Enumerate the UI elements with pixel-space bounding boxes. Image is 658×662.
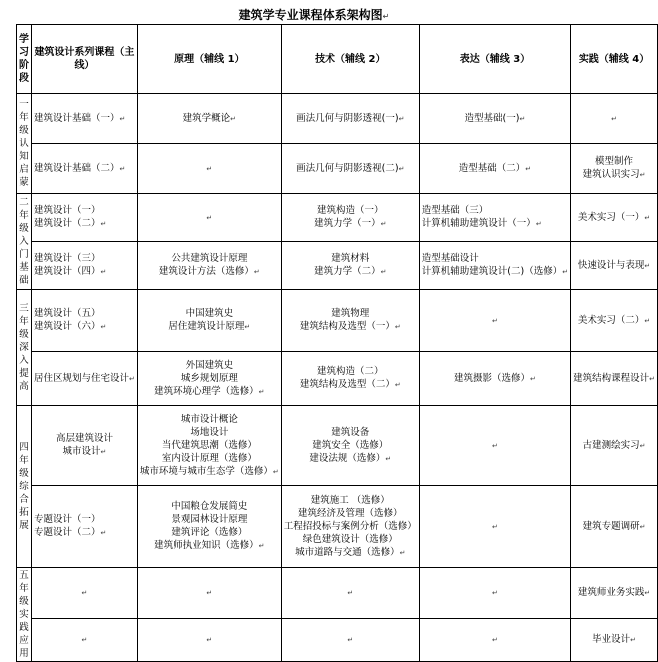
cell-principle	[137, 144, 281, 194]
paragraph-mark: ↵	[649, 374, 655, 383]
header-expr: 表达（辅线 3）	[419, 25, 570, 94]
cell-principle	[137, 406, 281, 486]
cell-design	[32, 352, 138, 406]
paragraph-mark: ↵	[206, 213, 213, 222]
cell-expr	[419, 352, 570, 406]
paragraph-mark: ↵	[639, 441, 646, 450]
table-row	[17, 94, 658, 144]
course-item: 绿色建筑设计（选修）	[302, 533, 398, 545]
paragraph-mark: ↵	[382, 12, 390, 21]
paragraph-mark: ↵	[129, 374, 135, 383]
course-item: 建筑材料	[331, 253, 370, 264]
cell-principle	[137, 242, 281, 290]
course-item: 画法几何与阴影透视(二)↵	[296, 162, 405, 174]
cell-practice	[571, 568, 658, 619]
course-item: 建筑设计（五）	[34, 308, 101, 319]
paragraph-mark: ↵	[100, 220, 107, 228]
course-item: 建筑设计方法（选修）↵	[158, 266, 260, 277]
cell-principle	[137, 94, 281, 144]
header-principle: 原理（辅线 1）	[137, 25, 281, 94]
course-item: 画法几何与阴影透视(一)↵	[296, 112, 405, 124]
course-item: 建筑设计（一）	[34, 205, 101, 216]
paragraph-mark: ↵	[644, 316, 651, 325]
cell-tech	[281, 144, 419, 194]
cell-design	[32, 486, 138, 568]
paragraph-mark: ↵	[100, 448, 107, 456]
course-item: 专题设计（一）	[34, 514, 101, 525]
cell-design	[32, 242, 138, 290]
cell-principle	[137, 194, 281, 242]
cell-principle	[137, 618, 281, 661]
cell-expr	[419, 618, 570, 661]
cell-design	[32, 194, 138, 242]
course-item: 建筑设计（四）↵	[34, 266, 107, 277]
cell-practice	[571, 486, 658, 568]
course-item: 建筑学概论↵	[182, 112, 237, 124]
stage-year4: 四年级综合拓展	[17, 406, 32, 568]
course-item: 建筑经济及管理（选修）	[298, 507, 403, 519]
paragraph-mark: ↵	[492, 316, 498, 325]
header-design: 建筑设计系列课程（主线）	[32, 25, 138, 94]
header-practice: 实践（辅线 4）	[571, 25, 658, 94]
table-row	[17, 290, 658, 352]
paragraph-mark: ↵	[206, 164, 213, 173]
paragraph-mark: ↵	[244, 323, 251, 331]
cell-practice	[571, 290, 658, 352]
paragraph-mark: ↵	[398, 164, 405, 173]
course-item: 建筑专题调研↵	[582, 520, 646, 532]
paragraph-mark: ↵	[206, 588, 213, 597]
paragraph-mark: ↵	[119, 114, 126, 123]
paragraph-mark: ↵	[206, 635, 213, 644]
cell-principle	[137, 486, 281, 568]
course-item: 建筑安全（选修）	[312, 439, 389, 451]
header-row	[17, 25, 658, 94]
paragraph-mark: ↵	[398, 114, 405, 123]
cell-tech	[281, 94, 419, 144]
stage-year1: 一年级认知启蒙	[17, 94, 32, 194]
paragraph-mark: ↵	[644, 213, 651, 222]
cell-expr	[419, 94, 570, 144]
cell-practice	[571, 352, 658, 406]
course-item: 建筑设计基础（一）↵	[34, 112, 126, 124]
paragraph-mark: ↵	[639, 522, 646, 531]
paragraph-mark: ↵	[399, 548, 406, 557]
cell-design	[32, 94, 138, 144]
course-item: 造型基础设计	[421, 253, 479, 264]
course-item: 美术实习（二）↵	[577, 314, 651, 326]
table-row	[17, 618, 658, 661]
course-item: 建筑结构及选型（二）↵	[299, 379, 401, 390]
course-item: 快速设计与表现↵	[577, 259, 651, 271]
stage-year2: 二年级入门基础	[17, 194, 32, 290]
table-row	[17, 242, 658, 290]
cell-practice	[571, 94, 658, 144]
paragraph-mark: ↵	[530, 374, 536, 383]
paragraph-mark: ↵	[258, 542, 265, 550]
cell-design	[32, 144, 138, 194]
course-item: 高层建筑设计	[55, 433, 113, 444]
cell-principle	[137, 290, 281, 352]
table-row	[17, 568, 658, 619]
course-item: 建筑设计（六）↵	[34, 321, 107, 332]
paragraph-mark: ↵	[230, 114, 237, 123]
cell-expr	[419, 242, 570, 290]
paragraph-mark: ↵	[492, 635, 498, 644]
course-item: 建筑设计（三）	[34, 253, 101, 264]
course-item: 建筑设备	[331, 426, 370, 438]
paragraph-mark: ↵	[100, 268, 107, 276]
course-item: 建筑构造（二）	[317, 366, 384, 377]
course-item: 建筑摄影（选修）↵	[454, 372, 536, 384]
cell-practice	[571, 618, 658, 661]
paragraph-mark: ↵	[100, 529, 107, 537]
paragraph-mark: ↵	[81, 635, 88, 644]
page-title: 建筑学专业课程体系架构图↵	[238, 8, 390, 22]
paragraph-mark: ↵	[644, 261, 651, 270]
course-item: 城市环境与城市生态学（选修）↵	[139, 465, 279, 477]
cell-principle	[137, 568, 281, 619]
cell-design	[32, 406, 138, 486]
paragraph-mark: ↵	[272, 467, 279, 476]
paragraph-mark: ↵	[347, 588, 354, 597]
cell-tech	[281, 406, 419, 486]
course-item: 建筑认识实习↵	[582, 169, 646, 180]
course-item: 造型基础（三）	[421, 205, 489, 216]
course-item: 建筑施工 （选修）	[310, 494, 390, 506]
course-item: 室内设计原理（选修）	[161, 452, 257, 464]
paragraph-mark: ↵	[394, 323, 401, 331]
course-item: 建筑评论（选修）	[171, 527, 248, 538]
course-item: 建筑师执业知识（选修）↵	[154, 540, 265, 551]
course-item: 建筑构造（一）	[317, 205, 384, 216]
course-item: 建筑环境心理学（选修）↵	[154, 385, 265, 397]
cell-design	[32, 290, 138, 352]
course-item: 居住建筑设计原理↵	[168, 321, 251, 332]
cell-expr	[419, 406, 570, 486]
paragraph-mark: ↵	[119, 164, 126, 173]
course-item: 外国建筑史	[185, 359, 234, 371]
header-stage: 学习阶段	[17, 25, 32, 94]
table-row	[17, 194, 658, 242]
course-item: 城乡规划原理	[180, 372, 238, 384]
table-row	[17, 486, 658, 568]
paragraph-mark: ↵	[639, 171, 646, 179]
course-item: 建筑力学（二）↵	[314, 266, 387, 277]
cell-expr	[419, 144, 570, 194]
paragraph-mark: ↵	[81, 588, 88, 597]
course-item: 中国建筑史	[185, 308, 234, 319]
cell-practice	[571, 406, 658, 486]
paragraph-mark: ↵	[100, 323, 107, 331]
cell-tech	[281, 194, 419, 242]
course-item: 造型基础（二）↵	[458, 162, 532, 174]
cell-expr	[419, 568, 570, 619]
course-item: 建筑物理	[331, 308, 370, 319]
paragraph-mark: ↵	[535, 220, 542, 228]
course-item: 建筑师业务实践↵	[577, 586, 651, 598]
course-item: 建筑设计基础（二）↵	[34, 162, 126, 174]
cell-practice	[571, 144, 658, 194]
paragraph-mark: ↵	[492, 522, 498, 531]
paragraph-mark: ↵	[644, 588, 651, 597]
table-row	[17, 144, 658, 194]
paragraph-mark: ↵	[258, 387, 265, 396]
course-item: 计算机辅助建筑设计(二)（选修）↵	[421, 266, 569, 277]
course-item: 城市设计概论	[180, 413, 238, 425]
cell-tech	[281, 290, 419, 352]
cell-expr	[419, 486, 570, 568]
paragraph-mark: ↵	[380, 268, 387, 276]
table-row	[17, 352, 658, 406]
paragraph-mark: ↵	[611, 114, 617, 123]
cell-tech	[281, 242, 419, 290]
course-item: 中国粮仓发展简史	[171, 501, 248, 512]
course-item: 古建测绘实习↵	[582, 439, 646, 451]
course-item: 计算机辅助建筑设计（一）↵	[421, 218, 542, 229]
course-table	[16, 24, 658, 662]
course-item: 景观园林设计原理	[171, 514, 248, 525]
cell-practice	[571, 194, 658, 242]
course-item: 当代建筑思潮（选修）	[161, 439, 257, 451]
cell-principle	[137, 352, 281, 406]
paragraph-mark: ↵	[492, 588, 498, 597]
course-item: 居住区规划与住宅设计↵	[34, 372, 135, 384]
paragraph-mark: ↵	[385, 454, 392, 463]
cell-tech	[281, 486, 419, 568]
course-item: 美术实习（一）↵	[577, 211, 651, 223]
paragraph-mark: ↵	[630, 635, 636, 644]
course-item: 毕业设计↵	[592, 633, 636, 645]
course-item: 场地设计	[190, 426, 229, 438]
table-row	[17, 406, 658, 486]
course-item: 城市道路与交通（选修）↵	[295, 546, 406, 558]
cell-practice	[571, 242, 658, 290]
cell-design	[32, 618, 138, 661]
stage-year5: 五年级实践应用	[17, 568, 32, 662]
paragraph-mark: ↵	[380, 220, 387, 228]
course-item: 专题设计（二）↵	[34, 527, 107, 538]
course-item: 建筑结构课程设计↵	[573, 372, 655, 384]
cell-design	[32, 568, 138, 619]
stage-year3: 三年级深入提高	[17, 290, 32, 406]
paragraph-mark: ↵	[347, 635, 354, 644]
cell-tech	[281, 352, 419, 406]
cell-expr	[419, 290, 570, 352]
paragraph-mark: ↵	[562, 268, 569, 276]
paragraph-mark: ↵	[394, 381, 401, 389]
paragraph-mark: ↵	[492, 441, 498, 450]
header-tech: 技术（辅线 2）	[281, 25, 419, 94]
paragraph-mark: ↵	[525, 164, 532, 173]
course-item: 工程招投标与案例分析（选修）	[283, 520, 417, 532]
course-item: 建筑设计（二）↵	[34, 218, 107, 229]
cell-expr	[419, 194, 570, 242]
paragraph-mark: ↵	[253, 268, 260, 276]
course-item: 建筑结构及选型（一）↵	[299, 321, 401, 332]
paragraph-mark: ↵	[519, 114, 526, 123]
course-item: 模型制作	[595, 156, 634, 167]
course-item: 公共建筑设计原理	[171, 253, 248, 264]
cell-tech	[281, 568, 419, 619]
course-item: 城市设计↵	[62, 446, 107, 457]
course-item: 造型基础(一)↵	[464, 112, 526, 124]
course-item: 建设法规（选修）↵	[309, 452, 392, 464]
cell-tech	[281, 618, 419, 661]
course-item: 建筑力学（一）↵	[314, 218, 387, 229]
